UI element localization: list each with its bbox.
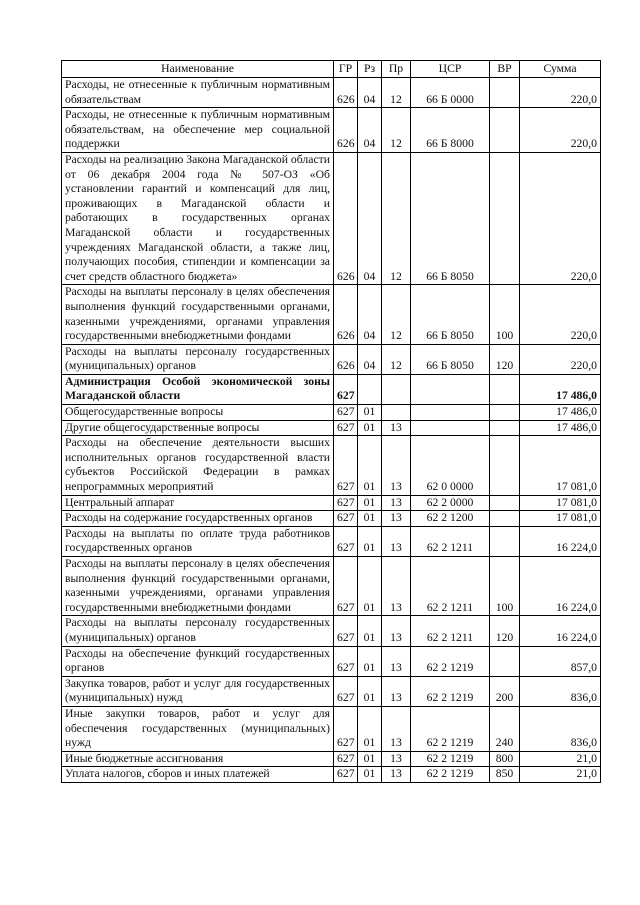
cell-sum: 857,0 — [520, 646, 601, 676]
cell-rz: 01 — [358, 767, 382, 783]
cell-sum: 17 081,0 — [520, 495, 601, 511]
cell-vr — [490, 108, 520, 153]
cell-csr: 62 2 1219 — [411, 676, 490, 706]
cell-pr: 13 — [382, 616, 411, 646]
cell-csr: 62 0 0000 — [411, 436, 490, 495]
cell-name: Расходы на выплаты по оплате труда работников государственных органов — [62, 526, 334, 556]
cell-csr: 62 2 1219 — [411, 646, 490, 676]
cell-pr: 13 — [382, 706, 411, 751]
cell-gr: 627 — [334, 557, 358, 616]
table-row — [62, 374, 601, 404]
cell-sum: 21,0 — [520, 751, 601, 767]
cell-name: Центральный аппарат — [62, 495, 334, 511]
cell-vr: 120 — [490, 616, 520, 646]
cell-vr: 120 — [490, 344, 520, 374]
table-header-row — [62, 61, 601, 78]
cell-pr: 12 — [382, 285, 411, 344]
cell-sum: 16 224,0 — [520, 557, 601, 616]
cell-sum: 220,0 — [520, 344, 601, 374]
cell-name: Закупка товаров, работ и услуг для государственных (муниципальных) нужд — [62, 676, 334, 706]
cell-csr: 66 Б 8050 — [411, 344, 490, 374]
table-row — [62, 706, 601, 751]
cell-vr — [490, 526, 520, 556]
cell-gr: 627 — [334, 706, 358, 751]
cell-pr: 13 — [382, 767, 411, 783]
cell-pr: 13 — [382, 557, 411, 616]
cell-csr: 66 Б 8000 — [411, 108, 490, 153]
cell-gr: 627 — [334, 646, 358, 676]
table-row — [62, 285, 601, 344]
cell-gr: 627 — [334, 616, 358, 646]
cell-gr: 627 — [334, 405, 358, 421]
cell-pr: 13 — [382, 751, 411, 767]
cell-csr — [411, 374, 490, 404]
cell-rz: 01 — [358, 420, 382, 436]
cell-gr: 627 — [334, 676, 358, 706]
cell-vr — [490, 436, 520, 495]
cell-gr: 627 — [334, 751, 358, 767]
table-row — [62, 344, 601, 374]
cell-rz: 04 — [358, 108, 382, 153]
cell-name: Расходы на выплаты персоналу государственных (муниципальных) органов — [62, 616, 334, 646]
table-row — [62, 495, 601, 511]
table-row — [62, 767, 601, 783]
table-row — [62, 405, 601, 421]
cell-rz: 01 — [358, 436, 382, 495]
header-name: Наименование — [62, 61, 334, 78]
cell-csr: 62 2 1211 — [411, 616, 490, 646]
cell-csr: 66 Б 0000 — [411, 78, 490, 108]
table-row — [62, 557, 601, 616]
header-rz: Рз — [358, 61, 382, 78]
cell-sum: 17 486,0 — [520, 420, 601, 436]
cell-vr — [490, 374, 520, 404]
cell-gr: 627 — [334, 767, 358, 783]
cell-gr: 626 — [334, 108, 358, 153]
cell-name: Уплата налогов, сборов и иных платежей — [62, 767, 334, 783]
header-pr: Пр — [382, 61, 411, 78]
cell-csr: 66 Б 8050 — [411, 285, 490, 344]
header-gr: ГР — [334, 61, 358, 78]
cell-name: Расходы на содержание государственных органов — [62, 511, 334, 527]
cell-csr: 62 2 1211 — [411, 557, 490, 616]
cell-gr: 626 — [334, 152, 358, 284]
cell-gr: 627 — [334, 420, 358, 436]
cell-vr — [490, 646, 520, 676]
cell-sum: 16 224,0 — [520, 526, 601, 556]
cell-name: Расходы на обеспечение деятельности высших исполнительных органов государственной власти субъектов Российской Федерации в рамках непрограммных мероприятий — [62, 436, 334, 495]
cell-csr: 66 Б 8050 — [411, 152, 490, 284]
cell-pr: 12 — [382, 152, 411, 284]
table-row — [62, 676, 601, 706]
cell-pr: 13 — [382, 495, 411, 511]
cell-vr — [490, 152, 520, 284]
cell-pr: 13 — [382, 646, 411, 676]
cell-vr — [490, 405, 520, 421]
cell-gr: 627 — [334, 495, 358, 511]
cell-name: Иные бюджетные ассигнования — [62, 751, 334, 767]
cell-sum: 17 081,0 — [520, 511, 601, 527]
cell-name: Администрация Особой экономической зоны Магаданской области — [62, 374, 334, 404]
cell-name: Общегосударственные вопросы — [62, 405, 334, 421]
cell-gr: 626 — [334, 344, 358, 374]
cell-sum: 17 486,0 — [520, 374, 601, 404]
cell-pr: 12 — [382, 108, 411, 153]
table-row — [62, 420, 601, 436]
header-csr: ЦСР — [411, 61, 490, 78]
table-row — [62, 436, 601, 495]
cell-gr: 627 — [334, 511, 358, 527]
cell-vr: 100 — [490, 285, 520, 344]
cell-vr — [490, 420, 520, 436]
cell-gr: 627 — [334, 436, 358, 495]
cell-gr: 626 — [334, 285, 358, 344]
cell-csr — [411, 420, 490, 436]
cell-vr — [490, 495, 520, 511]
cell-sum: 836,0 — [520, 706, 601, 751]
cell-vr — [490, 78, 520, 108]
cell-pr: 13 — [382, 526, 411, 556]
cell-sum: 220,0 — [520, 152, 601, 284]
cell-csr: 62 2 1219 — [411, 706, 490, 751]
table-row — [62, 646, 601, 676]
cell-csr: 62 2 0000 — [411, 495, 490, 511]
cell-vr: 100 — [490, 557, 520, 616]
cell-name: Иные закупки товаров, работ и услуг для обеспечения государственных (муниципальных) нужд — [62, 706, 334, 751]
table-row — [62, 751, 601, 767]
cell-pr: 13 — [382, 420, 411, 436]
cell-rz: 04 — [358, 344, 382, 374]
cell-rz: 04 — [358, 152, 382, 284]
cell-csr: 62 2 1219 — [411, 751, 490, 767]
cell-name: Другие общегосударственные вопросы — [62, 420, 334, 436]
cell-pr: 12 — [382, 344, 411, 374]
cell-vr: 850 — [490, 767, 520, 783]
cell-sum: 21,0 — [520, 767, 601, 783]
cell-rz: 01 — [358, 706, 382, 751]
cell-csr: 62 2 1219 — [411, 767, 490, 783]
cell-name: Расходы на обеспечение функций государственных органов — [62, 646, 334, 676]
cell-rz — [358, 374, 382, 404]
table-row — [62, 616, 601, 646]
table-row — [62, 108, 601, 153]
cell-rz: 04 — [358, 78, 382, 108]
cell-rz: 04 — [358, 285, 382, 344]
cell-rz: 01 — [358, 526, 382, 556]
cell-rz: 01 — [358, 616, 382, 646]
cell-name: Расходы на выплаты персоналу государственных (муниципальных) органов — [62, 344, 334, 374]
cell-pr: 13 — [382, 511, 411, 527]
header-vr: ВР — [490, 61, 520, 78]
cell-name: Расходы на реализацию Закона Магаданской области от 06 декабря 2004 года № 507-ОЗ «Об установлении гарантий и компенсаций для лиц, проживающих в Магаданской области и работающих в государственных органах Магаданской области и государственных учреждениях Магаданской области, а также лиц, получающих пособия, стипендии и компенсации за счет средств областного бюджета» — [62, 152, 334, 284]
cell-pr — [382, 405, 411, 421]
cell-rz: 01 — [358, 405, 382, 421]
cell-gr: 626 — [334, 78, 358, 108]
cell-pr: 12 — [382, 78, 411, 108]
cell-rz: 01 — [358, 646, 382, 676]
cell-pr: 13 — [382, 676, 411, 706]
cell-sum: 17 486,0 — [520, 405, 601, 421]
cell-sum: 220,0 — [520, 78, 601, 108]
cell-rz: 01 — [358, 557, 382, 616]
cell-rz: 01 — [358, 495, 382, 511]
cell-gr: 627 — [334, 526, 358, 556]
cell-name: Расходы на выплаты персоналу в целях обеспечения выполнения функций государственными органами, казенными учреждениями, органами управления государственными внебюджетными фондами — [62, 285, 334, 344]
table-row — [62, 511, 601, 527]
cell-sum: 220,0 — [520, 108, 601, 153]
table-row — [62, 78, 601, 108]
cell-vr: 800 — [490, 751, 520, 767]
cell-gr: 627 — [334, 374, 358, 404]
cell-name: Расходы, не отнесенные к публичным нормативным обязательствам — [62, 78, 334, 108]
cell-pr — [382, 374, 411, 404]
cell-name: Расходы, не отнесенные к публичным нормативным обязательствам, на обеспечение мер социальной поддержки — [62, 108, 334, 153]
cell-pr: 13 — [382, 436, 411, 495]
cell-csr: 62 2 1211 — [411, 526, 490, 556]
cell-sum: 220,0 — [520, 285, 601, 344]
cell-rz: 01 — [358, 511, 382, 527]
cell-sum: 836,0 — [520, 676, 601, 706]
budget-table — [61, 60, 601, 783]
cell-sum: 17 081,0 — [520, 436, 601, 495]
cell-csr — [411, 405, 490, 421]
cell-name: Расходы на выплаты персоналу в целях обеспечения выполнения функций государственными органами, казенными учреждениями, органами управления государственными внебюджетными фондами — [62, 557, 334, 616]
table-row — [62, 152, 601, 284]
cell-csr: 62 2 1200 — [411, 511, 490, 527]
cell-vr — [490, 511, 520, 527]
table-row — [62, 526, 601, 556]
header-sum: Сумма — [520, 61, 601, 78]
cell-vr: 200 — [490, 676, 520, 706]
cell-rz: 01 — [358, 751, 382, 767]
cell-rz: 01 — [358, 676, 382, 706]
cell-vr: 240 — [490, 706, 520, 751]
cell-sum: 16 224,0 — [520, 616, 601, 646]
